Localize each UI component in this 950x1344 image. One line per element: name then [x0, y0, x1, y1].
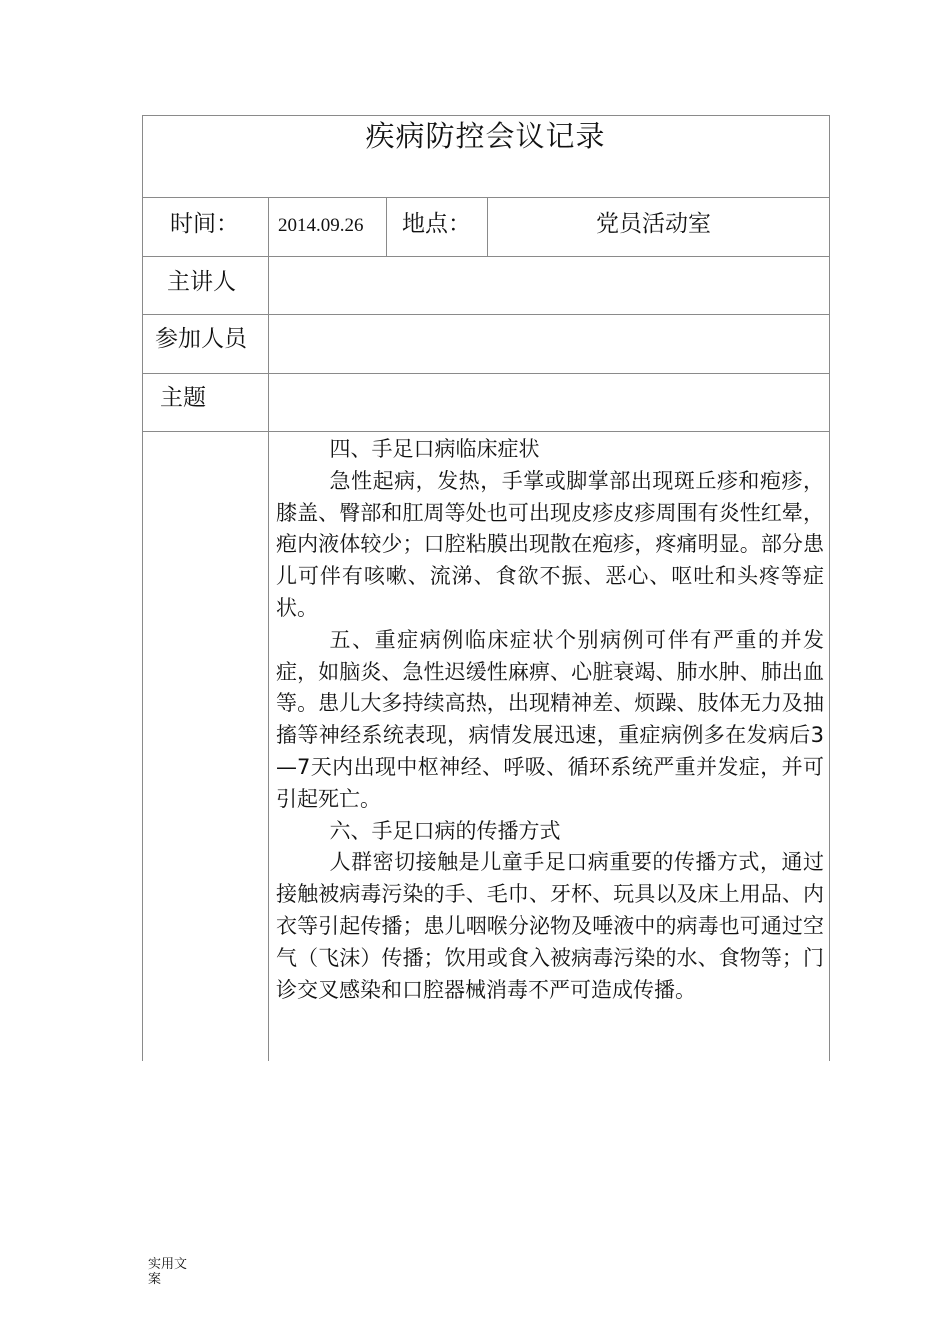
content-paragraph-severe-cases: 五、重症病例临床症状个别病例可伴有严重的并发症，如脑炎、急性迟缓性麻痹、心脏衰竭、肺水肿、肺出血等。患儿大多持续高热，出现精神差、烦躁、肢体无力及抽搐等神经系统表现，病情发展迅速，重症病例多在发病后3—7天内出现中枢神经、呼吸、循环系统严重并发症，并可引起死亡。 [276, 627, 824, 811]
participants-label: 参加人员 [155, 326, 247, 352]
table-top-border [142, 115, 830, 116]
table-divider-title [142, 197, 830, 198]
place-label: 地点： [402, 211, 471, 237]
table-divider-time [142, 256, 830, 257]
content-paragraph-transmission: 人群密切接触是儿童手足口病重要的传播方式，通过接触被病毒污染的手、毛巾、牙杯、玩具以及床上用品、内衣等引起传播；患儿咽喉分泌物及唾液中的病毒也可通过空气（飞沫）传播；饮用或食入被病毒污染的水、食物等；门诊交叉感染和口腔器械消毒不严可造成传播。 [276, 850, 824, 1002]
table-right-border [829, 115, 830, 1061]
table-date-column-border [386, 197, 387, 256]
table-left-border [142, 115, 143, 1061]
table-label-column-border [268, 197, 269, 1061]
content-paragraph-symptoms: 急性起病，发热，手掌或脚掌部出现斑丘疹和疱疹，膝盖、臀部和肛周等处也可出现皮疹皮疹周围有炎性红晕，疱内液体较少；口腔粘膜出现散在疱疹，疼痛明显。部分患儿可伴有咳嗽、流涕、食欲不振、恶心、呕吐和头疼等症状。 [276, 468, 824, 620]
table-place-label-column-border [487, 197, 488, 256]
content-heading-transmission: 六、手足口病的传播方式 [329, 818, 561, 843]
speaker-label: 主讲人 [167, 269, 236, 295]
table-divider-topic [142, 431, 830, 432]
topic-label: 主题 [160, 385, 206, 411]
time-label: 时间： [170, 211, 239, 237]
meeting-content [276, 434, 824, 1006]
place-value: 党员活动室 [596, 211, 711, 237]
table-divider-participants [142, 373, 830, 374]
page-footer: 实用文案 [148, 1257, 188, 1287]
document-title: 疾病防控会议记录 [365, 119, 606, 153]
date-value: 2014.09.26 [278, 215, 364, 236]
table-divider-speaker [142, 314, 830, 315]
content-heading-symptoms: 四、手足口病临床症状 [329, 437, 540, 461]
